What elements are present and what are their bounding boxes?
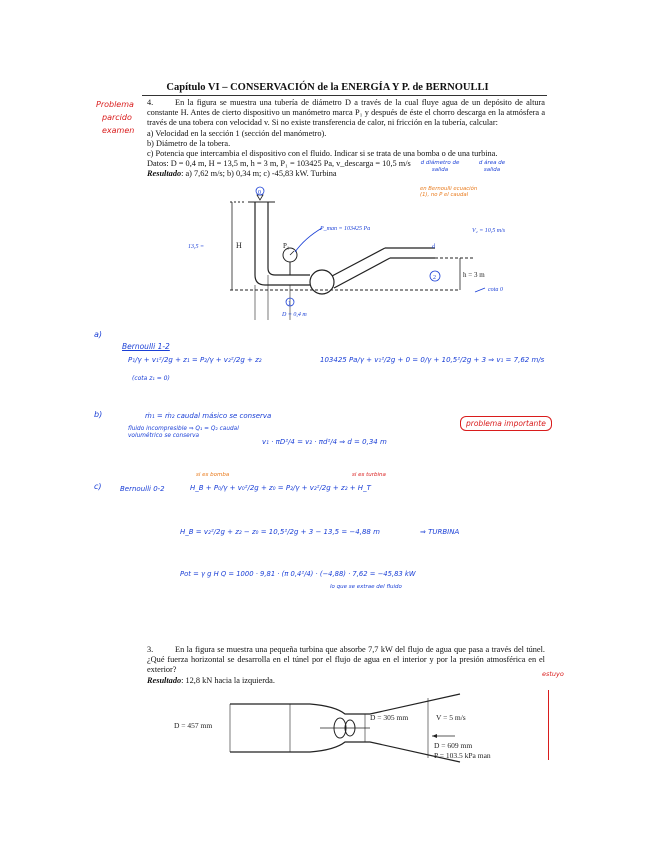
point-0-label: 0 [258,190,261,196]
title-rule [142,95,547,96]
problem4-statement: En la figura se muestra una tubería de diámetro D a través de la cual fluye agua de un depósito de altura constante H. Antes de cierto dispositivo un manómetro marca P₁ y después de éste el chorro descarga en la atmósfera a través de una tobera con velocidad v. Si no existe transferencia de calor, ni fricción en la tubería, calcular: [147,98,545,128]
sol-c-note-bomba: si es bomba [196,472,230,478]
result-text: : a) 7,62 m/s; b) 0,34 m; c) -45,83 kW. Turbina [181,169,337,179]
label-H: H [236,241,242,250]
problem4-item-c: c) Potencia que intercambia el dispositivo con el fluido. Indicar si se trata de una bomba o de una turbina. [147,149,498,159]
figure-tunnel-turbine [170,690,550,770]
problem3-block [147,645,545,686]
label-pman: P_man = 103425 Pa [320,226,371,232]
sol-c-result: ⇒ TURBINA [420,528,460,536]
svg-text:d: d [432,244,435,250]
label-H-hw: 13,5 = [188,244,205,250]
label-h: h = 3 m [463,271,485,279]
sol-a-label: a) [94,330,103,339]
result-label: Resultado [147,169,182,179]
label-cota: cota 0 [488,287,503,293]
problem4-data: Datos: D = 0,4 m, H = 13,5 m, h = 3 m, P₁ = 103425 Pa, v_descarga = 10,5 m/s [147,159,411,169]
sol-c-label: c) [94,482,102,491]
label-P: P = 103.5 kPa man [434,751,491,760]
result-text: : 12,8 kN hacia la izquierda. [181,675,275,685]
sol-a-eq1: P₁/γ + v₁²/2g + z₁ = P₂/γ + v₂²/2g + z₂ [128,356,262,364]
sol-b-eq1: ṁ₁ = ṁ₂ caudal másico se conserva [145,412,272,420]
sol-c-eq3: Pot = γ g H Q = 1000 · 9,81 · (π 0,4²/4) · (−4,88) · 7,62 = −45,83 kW [180,570,416,578]
sol-b-label: b) [94,410,103,419]
label-V: V = 5 m/s [436,713,466,722]
note-problema-importante: problema importante [460,416,552,431]
problem3-number: 3. [147,645,154,654]
figure-tank-pipe [100,180,620,330]
margin-note-line: examen [102,126,135,135]
label-v2: V₂ = 10,5 m/s [472,228,506,234]
sol-c-title: Bernoulli 0-2 [120,485,165,493]
sol-a-note: (cota z₁ = 0) [132,375,170,382]
margin-note-left [96,98,134,137]
margin-note-line: Problema [96,100,134,109]
sol-c-note-turbina: si es turbina [352,472,386,478]
note-area: d área de salida [478,160,506,173]
note-bernoulli: en Bernoulli ecuación (1), no P el caudal [420,186,478,199]
point-2-label: 2 [433,275,436,281]
sol-a-title: Bernoulli 1-2 [122,342,170,351]
note-estuyo: estuyo [542,670,564,678]
problem3-statement: En la figura se muestra una pequeña turbina que absorbe 7,7 kW del flujo de agua que pasa a través del túnel. ¿Qué fuerza horizontal se desarrolla en el túnel por el flujo de agua en el interior y por la presión atmosférica en el exterior? [147,645,545,675]
point-1-label: 1 [288,301,291,307]
margin-note-line: parcido [102,113,132,122]
note-diametro: d diámetro de salida [420,160,460,173]
result-label: Resultado [147,675,182,685]
sol-b-eq2: v₁ · πD²/4 = v₂ · πd²/4 ⇒ d = 0,34 m [262,438,387,446]
problem3-result [147,676,545,686]
sol-a-eq2: 103425 Pa/γ + v₁²/2g + 0 = 0/γ + 10,5²/2g + 3 ⇒ v₁ = 7,62 m/s [320,356,545,364]
sol-b-note: fluido incompresible ⇒ Q₁ = Q₂ caudal volumétrico se conserva [128,426,239,439]
sol-c-eq1: H_B + P₀/γ + v₀²/2g + z₀ = P₂/γ + v₂²/2g + z₂ + H_T [190,484,371,492]
label-D1: D = 457 mm [174,721,213,730]
label-D2: D = 305 mm [370,713,409,722]
problem4-item-a: a) Velocidad en la sección 1 (sección del manómetro). [147,128,327,138]
problem4-number: 4. [147,98,154,107]
sol-c-eq2: H_B = v₂²/2g + z₂ − z₀ = 10,5²/2g + 3 − 13,5 = −4,88 m [180,528,380,536]
label-D: D = 0,4 m [282,312,307,318]
problem4-item-b: b) Diámetro de la tobera. [147,138,231,148]
label-P1: P₁ [283,242,290,250]
sol-c-note-fluido: lo que se extrae del fluido [330,584,402,590]
label-D3: D = 609 mm [434,741,473,750]
page-title: Capítulo VI – CONSERVACIÓN de la ENERGÍA Y P. de BERNOULLI [166,82,489,93]
